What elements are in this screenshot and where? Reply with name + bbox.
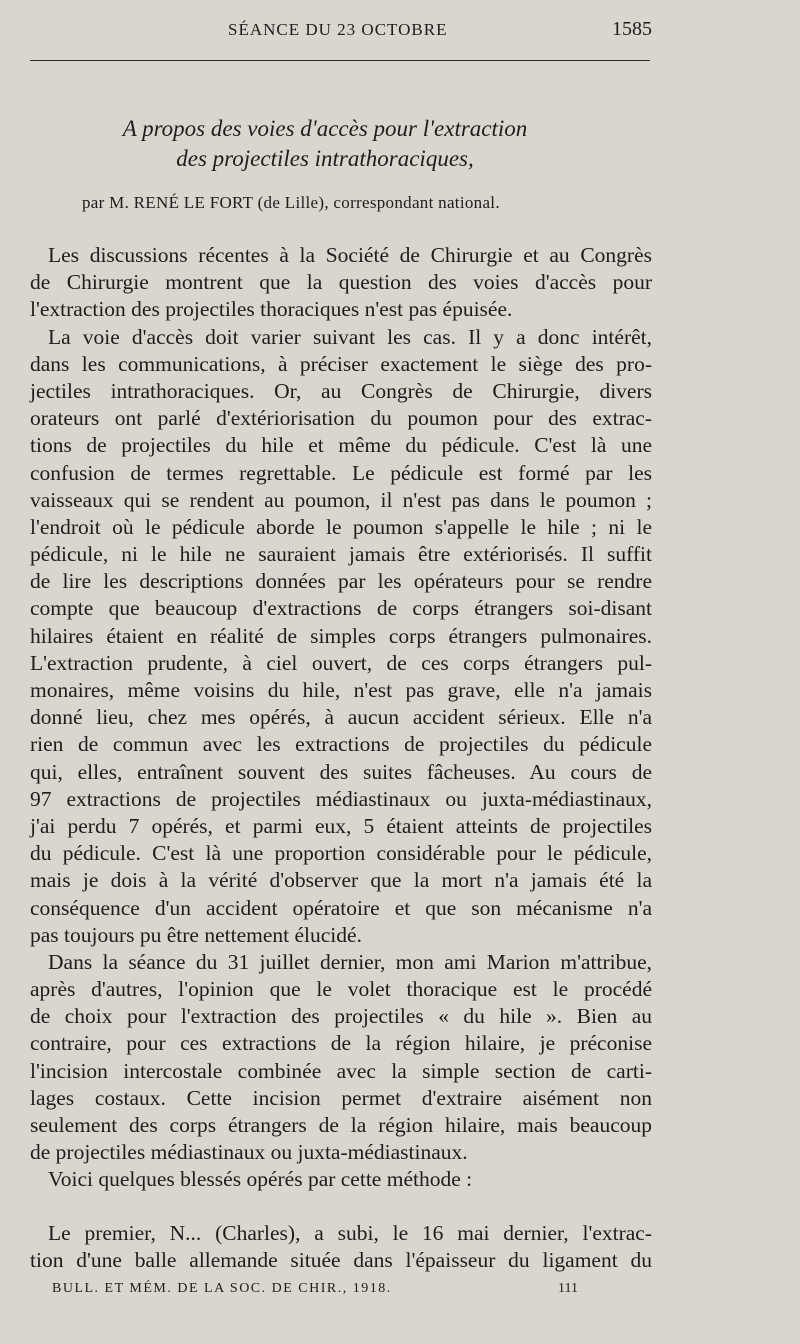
text-line: seulement des corps étrangers de la région hilaire, mais beaucoup xyxy=(30,1113,652,1137)
paragraph xyxy=(30,242,652,324)
text-line: dans les communications, à préciser exactement le siège des pro- xyxy=(30,351,652,376)
text-line: du pédicule. C'est là une proportion considérable pour le pédicule, xyxy=(30,841,652,866)
text-line: l'endroit où le pédicule aborde le poumon s'appelle le hile ; ni le xyxy=(30,514,652,539)
text-line: monaires, même voisins du hile, n'est pas grave, elle n'a jamais xyxy=(30,678,652,702)
title-line: A propos des voies d'accès pour l'extraction xyxy=(122,116,528,141)
text-line: vaisseaux qui se rendent au poumon, il n'est pas dans le poumon ; xyxy=(30,487,652,512)
text-line: jectiles intrathoraciques. Or, au Congrès de Chirurgie, divers xyxy=(30,378,652,403)
paragraph xyxy=(30,324,652,949)
text-line: tions de projectiles du hile et même du pédicule. C'est là une xyxy=(30,433,652,458)
text-line: de projectiles médiastinaux ou juxta-médiastinaux. xyxy=(30,1140,468,1165)
text-line: confusion de termes regrettable. Le pédicule est formé par les xyxy=(30,460,652,485)
text-line: rien de commun avec les extractions de projectiles du pédicule xyxy=(30,732,652,757)
title-line: des projectiles intrathoraciques, xyxy=(176,146,474,171)
text-line: qui, elles, entraînent souvent des suites fâcheuses. Au cours de xyxy=(30,759,652,784)
text-line: Dans la séance du 31 juillet dernier, mon ami Marion m'attribue, xyxy=(48,949,652,974)
text-line: Les discussions récentes à la Société de Chirurgie et au Congrès xyxy=(48,243,652,267)
paragraph xyxy=(30,949,652,1167)
text-line: l'incision intercostale combinée avec la simple section de carti- xyxy=(30,1058,652,1083)
text-line: pédicule, ni le hile ne sauraient jamais être extériorisés. Il suffit xyxy=(30,542,652,567)
paragraph-gap xyxy=(30,1194,652,1220)
page-number: 1585 xyxy=(612,18,652,40)
paragraph xyxy=(30,1220,652,1274)
article-body xyxy=(30,242,652,1274)
running-head: SÉANCE DU 23 OCTOBRE xyxy=(228,20,448,39)
header-rule xyxy=(30,60,650,61)
text-line: La voie d'accès doit varier suivant les cas. Il y a donc intérêt, xyxy=(48,324,652,349)
journal-signature: BULL. ET MÉM. DE LA SOC. DE CHIR., 1918. xyxy=(52,1281,392,1296)
signature-mark: 111 xyxy=(558,1281,578,1296)
page-header xyxy=(0,16,800,48)
text-line: pas toujours pu être nettement élucidé. xyxy=(30,922,362,947)
text-line: tion d'une balle allemande située dans l'épaisseur du ligament du xyxy=(30,1247,652,1272)
text-line: hilaires étaient en réalité de simples corps étrangers pulmonaires. xyxy=(30,623,652,648)
author-byline: par M. RENÉ LE FORT (de Lille), correspondant national. xyxy=(82,193,500,212)
text-line: orateurs ont parlé d'extériorisation du poumon pour des extrac- xyxy=(30,406,652,431)
text-line: conséquence d'un accident opératoire et que son mécanisme n'a xyxy=(30,895,652,920)
text-line: l'extraction des projectiles thoraciques n'est pas épuisée. xyxy=(30,297,513,322)
text-line: contraire, pour ces extractions de la région hilaire, je préconise xyxy=(30,1031,652,1056)
text-line: lages costaux. Cette incision permet d'extraire aisément non xyxy=(30,1085,652,1110)
text-line: compte que beaucoup d'extractions de corps étrangers soi-disant xyxy=(30,596,652,621)
text-line: L'extraction prudente, à ciel ouvert, de ces corps étrangers pul- xyxy=(30,650,652,675)
text-line: 97 extractions de projectiles médiastinaux ou juxta-médiastinaux, xyxy=(30,786,652,811)
text-line: de lire les descriptions données par les opérateurs pour se rendre xyxy=(30,569,652,594)
article-title xyxy=(0,114,800,174)
text-line: après d'autres, l'opinion que le volet thoracique est le procédé xyxy=(30,977,652,1002)
text-line: mais je dois à la vérité d'observer que la mort n'a jamais été la xyxy=(30,868,652,893)
text-line: Voici quelques blessés opérés par cette méthode : xyxy=(48,1167,473,1192)
text-line: j'ai perdu 7 opérés, et parmi eux, 5 étaient atteints de projectiles xyxy=(30,813,652,838)
text-line: donné lieu, chez mes opérés, à aucun accident sérieux. Elle n'a xyxy=(30,705,652,730)
paragraph xyxy=(30,1166,652,1193)
text-line: de Chirurgie montrent que la question des voies d'accès pour xyxy=(30,270,652,295)
text-line: Le premier, N... (Charles), a subi, le 16 mai dernier, l'extrac- xyxy=(48,1220,652,1245)
text-line: de choix pour l'extraction des projectiles « du hile ». Bien au xyxy=(30,1004,652,1029)
